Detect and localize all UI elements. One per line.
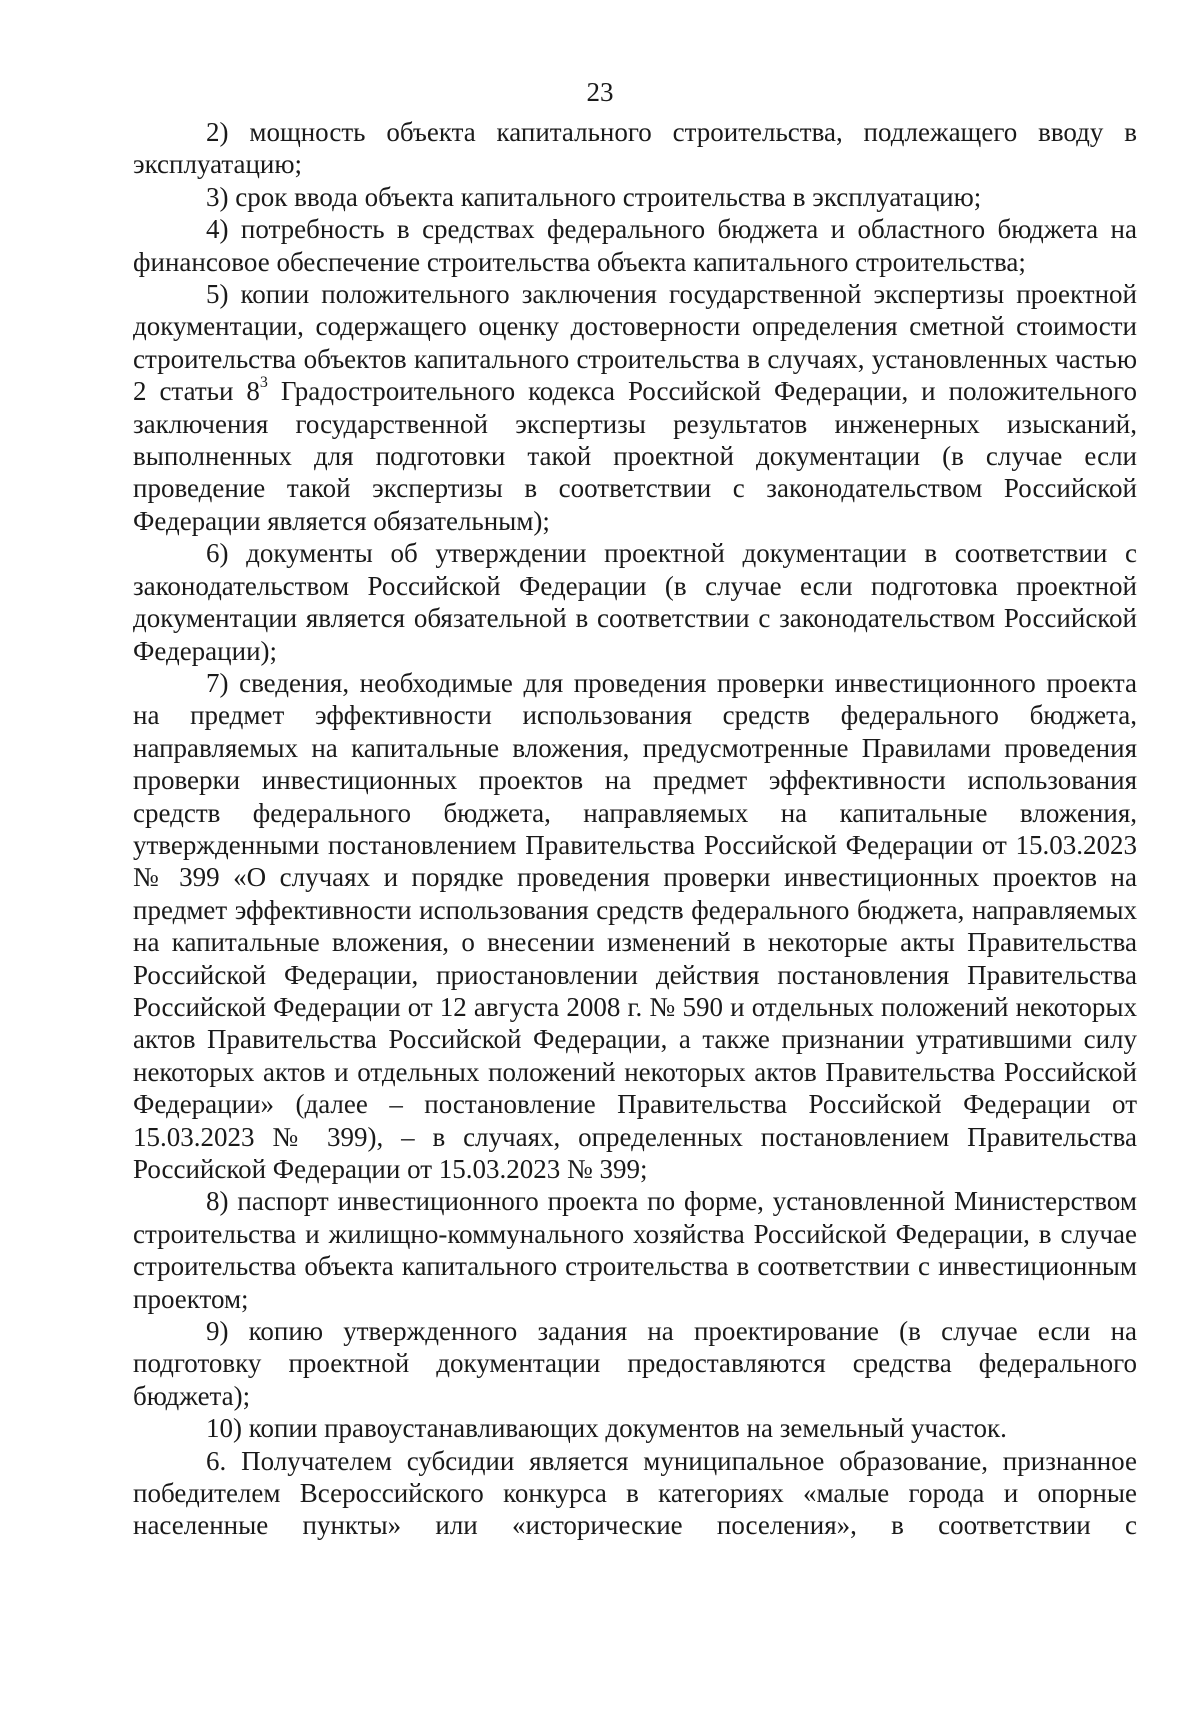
superscript-3: 3: [259, 374, 268, 392]
list-item-9: 9) копию утвержденного задания на проектирование (в случае если на подготовку проектной документации предоставляются средства федерального бюджета);: [133, 1316, 1137, 1411]
list-item-5-text-b: Градостроительного кодекса Российской Федерации, и положительного заключения государственной экспертизы результатов инженерных изысканий, выполненных для подготовки такой проектной документации (в случае если проведение такой экспертизы в соответствии с законодательством Российской Федерации является обязательным);: [133, 376, 1137, 536]
list-item-7: 7) сведения, необходимые для проведения проверки инвестиционного проекта на предмет эффективности использования средств федерального бюджета, направляемых на капитальные вложения, предусмотренные Правилами проведения проверки инвестиционных проектов на предмет эффективности использования средств федерального бюджета, направляемых на капитальные вложения, утвержденными постановлением Правительства Российской Федерации от 15.03.2023 № 399 «О случаях и порядке проведения проверки инвестиционных проектов на предмет эффективности использования средств федерального бюджета, направляемых на капитальные вложения, о внесении изменений в некоторые акты Правительства Российской Федерации, приостановлении действия постановления Правительства Российской Федерации от 12 августа 2008 г. № 590 и отдельных положений некоторых актов Правительства Российской Федерации, а также признании утратившими силу некоторых актов и отдельных положений некоторых актов Правительства Российской Федерации» (далее – постановление Правительства Российской Федерации от 15.03.2023 № 399), – в случаях, определенных постановлением Правительства Российской Федерации от 15.03.2023 № 399;: [133, 667, 1137, 1184]
list-item-5: [133, 278, 1137, 537]
document-body: [133, 116, 1137, 1542]
page-number: 23: [586, 77, 614, 107]
paragraph-6: 6. Получателем субсидии является муниципальное образование, признанное победителем Всероссийского конкурса в категориях «малые города и опорные населенные пункты» или «исторические поселения», в соответствии с: [133, 1445, 1137, 1541]
list-item-10: 10) копии правоустанавливающих документов на земельный участок.: [206, 1413, 1007, 1444]
list-item-4: 4) потребность в средствах федерального бюджета и областного бюджета на финансовое обеспечение строительства объекта капитального строительства;: [133, 214, 1137, 277]
list-item-6: 6) документы об утверждении проектной документации в соответствии с законодательством Российской Федерации (в случае если подготовка проектной документации является обязательной в соответствии с законодательством Российской Федерации);: [133, 538, 1137, 666]
list-item-2: 2) мощность объекта капитального строительства, подлежащего вводу в эксплуатацию;: [133, 117, 1137, 180]
list-item-3: 3) срок ввода объекта капитального строительства в эксплуатацию;: [206, 181, 982, 212]
list-item-5-text-a: 5) копии положительного заключения государственной экспертизы проектной документации, содержащего оценку достоверности определения сметной стоимости строительства объектов капитального строительства в случаях, установленных частью 2 статьи 8: [133, 279, 1137, 407]
list-item-8: 8) паспорт инвестиционного проекта по форме, установленной Министерством строительства и жилищно-коммунального хозяйства Российской Федерации, в случае строительства объекта капитального строительства в соответствии с инвестиционным проектом;: [133, 1186, 1137, 1314]
